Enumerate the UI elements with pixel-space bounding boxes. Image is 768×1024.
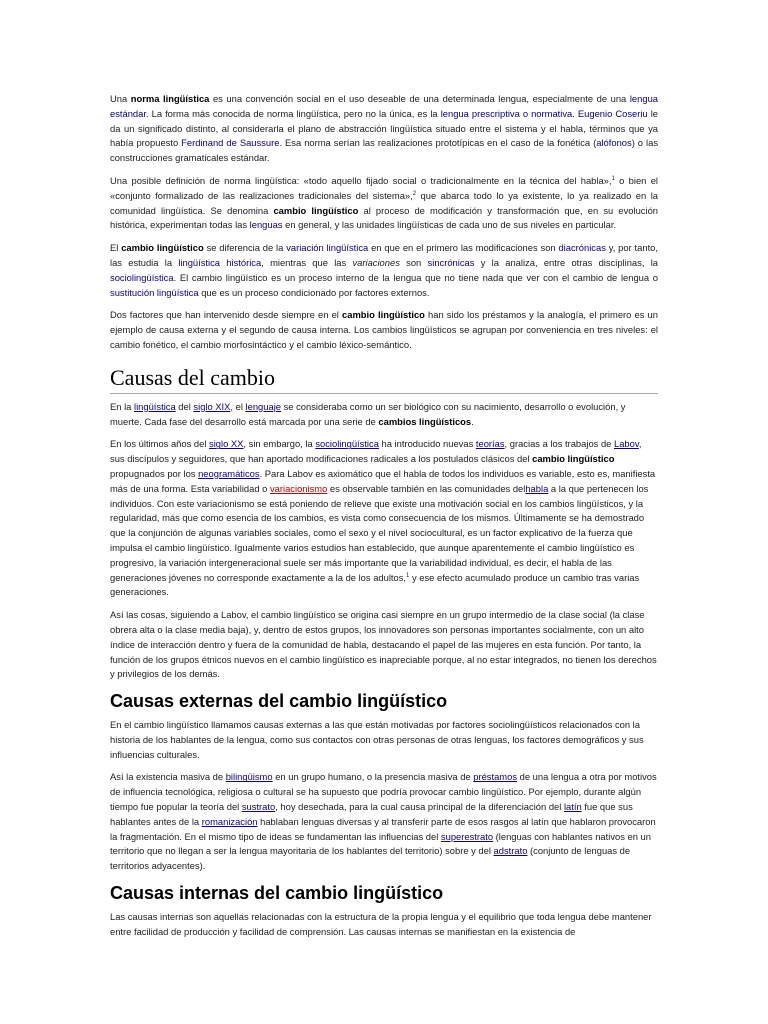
bold-term: cambio lingüístico xyxy=(342,309,425,321)
link-linguistica-historica[interactable]: lingüística histórica xyxy=(178,256,262,268)
causas-paragraph-2: En los últimos años del siglo XX, sin embargo, la sociolingüística ha introducido nuevas teorías, gracias a los trabajos de Labov, sus discípulos y seguidores, que han aportado modificaciones radicales a los postulados clásicos del cambio lingüístico propugnados por los neogramáticos. Para Labov es axiomático que el habla de todos los individuos es variable, esto es, manifiesta más de una forma. Esta variabilidad o variacionismo es observable también en las comunidades delhabla a la que pertenecen los individuos. Con este variacionismo se está poniendo de relieve que existe una motivación social en los cambios lingüísticos, y la regularidad, más que como esencia de los cambios, es vista como consecuencia de los mismos. Últimamente se ha demostrado que la conjunción de algunas variables sociales, como el sexo y el nivel sociocultural, es un factor explicativo de la fuerza que impulsa el cambio lingüístico. Igualmente varios estudios han establecido, que aunque aparentemente el cambio lingüístico es progresivo, la variación intergeneracional suele ser más importante que la variabilidad individual, es decir, el habla de las generaciones jóvenes no corresponde exactamente a la de los adultos,$^1$ y ese efecto acumulado produce un cambio tras varias generaciones. xyxy=(110,438,656,598)
bold-term: cambio lingüístico xyxy=(532,453,615,465)
link-alofonos[interactable]: alófonos xyxy=(596,137,632,149)
link-eugenio-coseriu[interactable]: Eugenio Coseriu xyxy=(577,107,648,119)
link-lengua-prescriptiva[interactable]: lengua prescriptiva o normativa xyxy=(440,107,573,119)
footnote-ref[interactable]: 2 xyxy=(412,190,417,197)
link-lenguaje[interactable]: lenguaje xyxy=(245,400,281,412)
link-siglo-xx[interactable]: siglo XX xyxy=(209,438,244,450)
link-sincronicas[interactable]: sincrónicas xyxy=(427,256,475,268)
link-neogramaticos[interactable]: neogramáticos xyxy=(198,467,260,479)
externas-paragraph-2: Así la existencia masiva de bilingüismo en un grupo humano, o la presencia masiva de préstamos de una lengua a otra por motivos de influencia tecnológica, religiosa o cultural se ha supuesto que podría provocar cambio lingüístico. Por ejemplo, durante algún tiempo fue popular la teoría del sustrato, hoy desechada, para la cual causa principal de la diferenciación del latín fue que sus hablantes antes de la romanización hablaban lenguas diversas y al transferir parte de esos rasgos al latín que hablaron provocaron la fragmentación. En el mismo tipo de ideas se fundamentan las influencias del superestrato (lenguas con hablantes nativos en un territorio que no llegan a ser la lengua mayoritaria de los hablantes del territorio) sobre y del adstrato (conjunto de lenguas de territorios adyacentes). xyxy=(110,771,657,872)
link-romanizacion[interactable]: romanización xyxy=(201,815,258,827)
link-saussure[interactable]: Ferdinand de Saussure xyxy=(181,137,280,149)
bold-term: cambio lingüístico xyxy=(273,204,359,216)
footnote-ref[interactable]: 1 xyxy=(406,572,410,579)
link-bilinguismo[interactable]: bilingüismo xyxy=(225,771,273,783)
causas-paragraph-1: En la lingüística del siglo XIX, el lenguaje se consideraba como un ser biológico con su nacimiento, desarrollo o evolución, y muerte. Cada fase del desarrollo está marcada por una serie de cambios lingüísticos. xyxy=(110,400,626,427)
link-sustrato[interactable]: sustrato xyxy=(241,801,276,813)
link-lenguas[interactable]: lenguas xyxy=(249,219,283,231)
section-heading-externas: Causas externas del cambio lingüístico xyxy=(110,691,448,712)
bold-term: cambio lingüístico xyxy=(121,242,204,254)
link-sociolinguistica[interactable]: sociolingüística xyxy=(110,271,174,283)
difference-paragraph: El cambio lingüístico se diferencia de la variación lingüística en que en el primero las modificaciones son diacrónicas y, por tanto, las estudia la lingüística histórica, mientras que las variaciones son sincrónicas y la analiza, entre otras disciplinas, la sociolingüística. El cambio lingüístico es un proceso interno de la lengua que no tiene nada que ver con el cambio de lengua o sustitución lingüística que es un proceso condicionado por factores externos. xyxy=(110,242,659,298)
externas-paragraph-1: En el cambio lingüístico llamamos causas externas a las que están motivadas por factores sociolingüísticos relacionados con la historia de los hablantes de la lengua, como sus contactos con otras personas de otras lenguas, los factores demográficos y sus influencias culturales. xyxy=(110,719,644,760)
bold-term: cambios lingüísticos xyxy=(378,415,472,427)
internas-paragraph-1: Las causas internas son aquellas relacionadas con la estructura de la propia lengua y el equilibrio que toda lengua debe mantener entre facilidad de producción y facilidad de comprensión. Las causas internas se manifiestan en la existencia de xyxy=(110,911,652,937)
link-latin[interactable]: latín xyxy=(563,801,582,813)
article-body xyxy=(110,92,658,948)
footnote-ref[interactable]: 1 xyxy=(611,175,615,182)
link-prestamos[interactable]: préstamos xyxy=(473,771,518,783)
link-variacion-linguistica[interactable]: variación lingüística xyxy=(286,242,369,254)
bold-term: norma lingüística xyxy=(130,93,210,104)
section-heading-causas: Causas del cambio xyxy=(110,365,658,394)
link-linguistica[interactable]: lingüística xyxy=(133,400,176,412)
factors-paragraph: Dos factores que han intervenido desde siempre en el cambio lingüístico han sido los préstamos y la analogía, el primero es un ejemplo de causa externa y el segundo de causa interna. Los cambios lingüísticos se agrupan por conveniencia en tres niveles: el cambio fonético, el cambio morfosintáctico y el cambio léxico-semántico. xyxy=(110,309,658,350)
link-sociolinguistica-2[interactable]: sociolingüística xyxy=(315,438,379,450)
link-teorias[interactable]: teorías xyxy=(475,438,505,450)
intro-paragraph: Una norma lingüística es una convención social en el uso deseable de una determinada lengua, especialmente de una lengua estándar. La forma más conocida de norma lingüística, pero no la única, es la lengua prescriptiva o normativa. Eugenio Coseriu le da un significado distinto, al considerarla el plano de abstracción lingüística situado entre el sistema y el habla, términos que ya había propuesto Ferdinand de Saussure. Esa norma serían las realizaciones prototípicas en el caso de la fonética (alófonos) o las construcciones gramaticales estándar. xyxy=(110,93,659,164)
link-sustitucion-linguistica[interactable]: sustitución lingüística xyxy=(110,286,199,298)
link-superestrato[interactable]: superestrato xyxy=(440,830,494,842)
definition-paragraph: Una posible definición de norma lingüística: «todo aquello fijado social o tradicionalmente en la técnica del habla»,$^1$ o bien el «conjunto formalizado de las realizaciones tradicionales del sistema»,$^2$ que abarca todo lo ya existente, lo ya realizado en la comunidad lingüística. Se denomina cambio lingüístico al proceso de modificación y transformación que, en su evolución histórica, experimentan todas las lenguas en general, y las unidades lingüísticas de cada uno de sus niveles en particular. xyxy=(110,174,658,231)
causas-paragraph-3: Así las cosas, siguiendo a Labov, el cambio lingüístico se origina casi siempre en un grupo intermedio de la clase social (la clase obrera alta o la clase media baja), y, dentro de estos grupos, los innovadores son personas importantes socialmente, con un alto índice de interacción dentro y fuera de la comunidad de habla, destacando el papel de las mujeres en esta función. Por tanto, la función de los grupos étnicos nuevos en el cambio lingüístico es inapreciable porque, al no estar integrados, no tienen los derechos y privilegios de los demás. xyxy=(110,609,657,680)
link-diacronicas[interactable]: diacrónicas xyxy=(558,242,606,254)
section-heading-internas: Causas internas del cambio lingüístico xyxy=(110,883,444,904)
link-habla[interactable]: habla xyxy=(525,482,549,494)
link-adstrato[interactable]: adstrato xyxy=(493,845,528,857)
link-siglo-xix[interactable]: siglo XIX xyxy=(193,400,231,412)
link-variacionismo[interactable]: variacionismo xyxy=(269,482,328,494)
link-lengua-estandar[interactable]: lengua estándar xyxy=(110,93,658,119)
link-labov[interactable]: Labov xyxy=(613,438,639,450)
